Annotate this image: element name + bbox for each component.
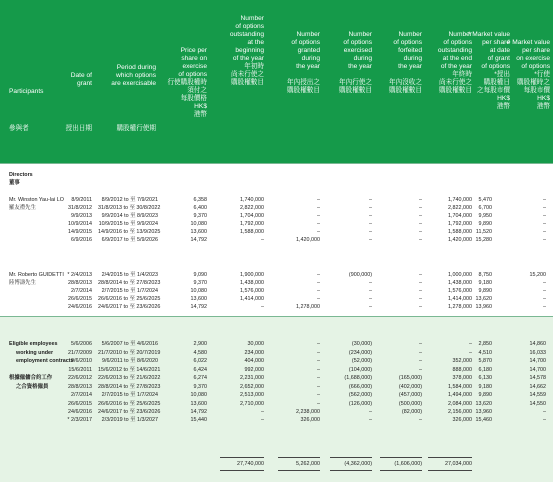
cell-date: 24/6/2016 <box>68 409 92 415</box>
cell-period: 6/9/2017 to 至 5/9/2026 <box>101 237 158 243</box>
cell-begin: 234,000 <box>244 350 264 356</box>
header-outstanding-begin: Number of options outstanding at the beginning of the year 年初時 尚未行使之 購股權數目 <box>229 15 264 86</box>
cell-begin: 1,576,000 <box>240 288 264 294</box>
cell-exercised: – <box>369 229 372 235</box>
cell-exercised: – <box>369 237 372 243</box>
section-eligible-employees-line3: employment contracts <box>16 358 74 364</box>
cell-granted: – <box>317 367 320 373</box>
cell-date: * 2/3/2017 <box>67 417 92 423</box>
cell-forfeited: – <box>419 288 422 294</box>
cell-end: 1,576,000 <box>448 288 472 294</box>
cell-mv-grant: 9,890 <box>478 392 492 398</box>
cell-mv-grant: 13,960 <box>475 409 492 415</box>
cell-date: 2/7/2014 <box>71 392 92 398</box>
cell-price: 9,370 <box>193 213 207 219</box>
section-eligible-employees-line2: working under <box>16 350 54 356</box>
cell-mv-ex: 14,559 <box>529 392 546 398</box>
cell-date: 24/6/2016 <box>68 304 92 310</box>
header-exercised: Number of options exercised during the year 年內行使之 購股權數目 <box>339 31 372 94</box>
cell-price: 14,792 <box>190 304 207 310</box>
cell-price: 10,080 <box>190 288 207 294</box>
cell-mv-ex: – <box>543 304 546 310</box>
cell-forfeited: (500,000) <box>398 401 422 407</box>
cell-begin: 30,000 <box>247 341 264 347</box>
cell-price: 15,440 <box>190 417 207 423</box>
cell-end: – <box>469 350 472 356</box>
cell-price: 13,600 <box>190 229 207 235</box>
cell-date: 9/6/2010 <box>71 358 92 364</box>
cell-forfeited: – <box>419 280 422 286</box>
cell-mv-grant: 5,870 <box>478 358 492 364</box>
section-separator <box>0 316 553 317</box>
cell-mv-grant: 13,960 <box>475 304 492 310</box>
cell-forfeited: – <box>419 197 422 203</box>
cell-end: 1,438,000 <box>448 280 472 286</box>
cell-period: 14/9/2016 to 至 13/9/2025 <box>98 229 161 235</box>
cell-date: 8/9/2011 <box>71 197 92 203</box>
cell-end: – <box>469 341 472 347</box>
cell-granted: 1,420,000 <box>296 237 320 243</box>
total-rule-end <box>428 457 472 458</box>
header-forfeited: Number of options forfeited during the year 年內沒收之 購股權數目 <box>389 31 422 94</box>
cell-mv-ex: 14,662 <box>529 384 546 390</box>
cell-end: 1,414,000 <box>448 296 472 302</box>
cell-period: 9/6/2011 to 至 8/6/2020 <box>102 358 158 364</box>
cell-granted: 326,000 <box>300 417 320 423</box>
section-eligible-employees-zh: 根據僱傭合約工作 <box>9 375 53 381</box>
cell-mv-grant: 6,700 <box>478 205 492 211</box>
cell-period: 22/6/2013 to 至 21/6/2022 <box>98 375 161 381</box>
cell-mv-grant: 9,180 <box>478 384 492 390</box>
cell-exercised: – <box>369 417 372 423</box>
cell-begin: – <box>261 409 264 415</box>
cell-date: 5/6/2006 <box>71 341 92 347</box>
cell-price: 6,022 <box>193 358 207 364</box>
cell-granted: 1,278,000 <box>296 304 320 310</box>
cell-price: 2,900 <box>193 341 207 347</box>
cell-begin: 1,900,000 <box>240 272 264 278</box>
cell-period: 2/7/2015 to 至 1/7/2024 <box>101 392 158 398</box>
cell-granted: 2,238,000 <box>296 409 320 415</box>
cell-begin: 2,710,000 <box>240 401 264 407</box>
cell-exercised: – <box>369 409 372 415</box>
cell-mv-ex: 14,550 <box>529 401 546 407</box>
cell-period: 15/6/2012 to 至 14/6/2021 <box>98 367 161 373</box>
cell-date: 28/8/2013 <box>68 280 92 286</box>
total-rule-begin <box>220 457 264 458</box>
total-rule-forfeited <box>380 457 422 458</box>
total-granted: 5,262,000 <box>296 461 320 467</box>
cell-period: 24/6/2017 to 至 23/6/2026 <box>98 409 161 415</box>
cell-period: 21/7/2010 to 至 20/7/2019 <box>98 350 161 356</box>
cell-date: 21/7/2009 <box>68 350 92 356</box>
cell-exercised: (562,000) <box>348 392 372 398</box>
cell-granted: – <box>317 229 320 235</box>
cell-begin: 2,231,000 <box>240 375 264 381</box>
cell-forfeited: – <box>419 237 422 243</box>
cell-mv-grant: 9,950 <box>478 213 492 219</box>
cell-price: 9,370 <box>193 280 207 286</box>
cell-granted: – <box>317 221 320 227</box>
cell-mv-ex: – <box>543 197 546 203</box>
cell-forfeited: – <box>419 205 422 211</box>
header-date-of-grant-zh: 授出日期 <box>65 125 92 132</box>
cell-end: 1,420,000 <box>448 237 472 243</box>
cell-end: 1,278,000 <box>448 304 472 310</box>
header-granted: Number of options granted during the year 年內授出之 購股權數目 <box>287 31 320 94</box>
cell-price: 4,580 <box>193 350 207 356</box>
cell-end: 2,084,000 <box>448 401 472 407</box>
cell-price: 10,080 <box>190 392 207 398</box>
cell-granted: – <box>317 213 320 219</box>
cell-granted: – <box>317 401 320 407</box>
cell-forfeited: – <box>419 221 422 227</box>
total-exercised: (4,362,000) <box>344 461 372 467</box>
cell-begin: – <box>261 304 264 310</box>
cell-end: 1,584,000 <box>448 384 472 390</box>
cell-granted: – <box>317 272 320 278</box>
cell-period: 2/4/2015 to 至 1/4/2023 <box>101 272 158 278</box>
cell-price: 14,792 <box>190 237 207 243</box>
cell-forfeited: – <box>419 350 422 356</box>
header-period: Period during which options are exercisable <box>111 64 156 87</box>
cell-forfeited: (82,000) <box>401 409 422 415</box>
cell-price: 10,080 <box>190 221 207 227</box>
cell-forfeited: – <box>419 213 422 219</box>
cell-mv-grant: 9,890 <box>478 288 492 294</box>
header-market-value-grant: * Market value per share at date of grant of options *授出 購股權日 之每股市價 HK$ 港幣 <box>467 31 510 110</box>
header-date-of-grant: Date of grant <box>70 72 92 87</box>
cell-mv-ex: – <box>543 205 546 211</box>
cell-price: 6,274 <box>193 375 207 381</box>
cell-period: 28/8/2014 to 至 27/8/2023 <box>98 384 161 390</box>
section-directors: Directors <box>9 172 33 178</box>
cell-mv-ex: 14,578 <box>529 375 546 381</box>
cell-granted: – <box>317 384 320 390</box>
cell-date: 28/8/2013 <box>68 384 92 390</box>
cell-mv-grant: 13,620 <box>475 401 492 407</box>
cell-date: 10/9/2014 <box>68 221 92 227</box>
cell-price: 13,600 <box>190 401 207 407</box>
cell-price: 6,400 <box>193 205 207 211</box>
cell-mv-ex: – <box>543 417 546 423</box>
cell-period: 2/7/2015 to 至 1/7/2024 <box>101 288 158 294</box>
participant-name-zh: 羅友禮先生 <box>9 205 36 211</box>
cell-granted: – <box>317 197 320 203</box>
cell-exercised: (126,000) <box>348 401 372 407</box>
cell-granted: – <box>317 341 320 347</box>
section-directors-zh: 董事 <box>9 180 20 186</box>
cell-date: 15/6/2011 <box>68 367 92 373</box>
cell-granted: – <box>317 296 320 302</box>
header-period-zh: 購股權行使期 <box>116 125 156 132</box>
cell-exercised: – <box>369 221 372 227</box>
cell-mv-grant: 6,180 <box>478 367 492 373</box>
cell-begin: 2,513,000 <box>240 392 264 398</box>
cell-mv-ex: – <box>543 409 546 415</box>
cell-granted: – <box>317 350 320 356</box>
cell-date: * 2/4/2013 <box>67 272 92 278</box>
cell-exercised: (666,000) <box>348 384 372 390</box>
cell-begin: – <box>261 417 264 423</box>
cell-exercised: – <box>369 205 372 211</box>
cell-granted: – <box>317 358 320 364</box>
cell-date: 9/9/2013 <box>71 213 92 219</box>
cell-mv-grant: 13,620 <box>475 296 492 302</box>
cell-granted: – <box>317 205 320 211</box>
cell-mv-ex: 14,860 <box>529 341 546 347</box>
cell-forfeited: – <box>419 296 422 302</box>
cell-forfeited: – <box>419 304 422 310</box>
total-rule-exercised <box>330 457 372 458</box>
total-double-rule-granted <box>278 470 320 471</box>
cell-period: 31/8/2013 to 至 30/8/2022 <box>98 205 161 211</box>
cell-mv-grant: 11,520 <box>475 229 492 235</box>
cell-price: 9,090 <box>193 272 207 278</box>
cell-forfeited: – <box>419 229 422 235</box>
cell-exercised: (1,688,000) <box>344 375 372 381</box>
cell-end: 1,704,000 <box>448 213 472 219</box>
cell-end: 1,588,000 <box>448 229 472 235</box>
cell-mv-ex: – <box>543 237 546 243</box>
cell-mv-grant: 9,890 <box>478 221 492 227</box>
cell-mv-grant: 15,460 <box>475 417 492 423</box>
cell-exercised: (234,000) <box>348 350 372 356</box>
cell-begin: 2,652,000 <box>240 384 264 390</box>
cell-exercised: – <box>369 304 372 310</box>
total-outstanding-end: 27,034,000 <box>445 461 472 467</box>
cell-period: 24/6/2017 to 至 23/6/2026 <box>98 304 161 310</box>
cell-begin: 2,822,000 <box>240 205 264 211</box>
cell-mv-ex: – <box>543 280 546 286</box>
section-eligible-employees: Eligible employees <box>9 341 58 347</box>
cell-exercised: – <box>369 296 372 302</box>
table-header <box>0 0 553 163</box>
cell-begin: 1,438,000 <box>240 280 264 286</box>
cell-mv-grant: 5,470 <box>478 197 492 203</box>
cell-end: 1,740,000 <box>448 197 472 203</box>
cell-date: 26/6/2015 <box>68 401 92 407</box>
cell-forfeited: – <box>419 272 422 278</box>
cell-forfeited: (165,000) <box>398 375 422 381</box>
cell-period: 2/3/2019 to 至 1/3/2027 <box>101 417 158 423</box>
cell-period: 5/6/2007 to 至 4/6/2016 <box>101 341 158 347</box>
total-rule-granted <box>278 457 320 458</box>
header-market-value-exercise: # Market value per share on exercise of options *行使 購股權時之 每股市價 HK$ 港幣 <box>506 39 550 110</box>
cell-period: 28/8/2014 to 至 27/8/2023 <box>98 280 161 286</box>
cell-date: 22/6/2012 <box>68 375 92 381</box>
cell-begin: 1,704,000 <box>240 213 264 219</box>
cell-end: 326,000 <box>452 417 472 423</box>
cell-end: 1,000,000 <box>448 272 472 278</box>
cell-mv-ex: 14,700 <box>529 367 546 373</box>
header-participants: Participants <box>9 88 44 95</box>
cell-date: 2/7/2014 <box>71 288 92 294</box>
cell-mv-ex: – <box>543 229 546 235</box>
cell-granted: – <box>317 392 320 398</box>
cell-end: 1,494,000 <box>448 392 472 398</box>
cell-begin: 1,792,000 <box>240 221 264 227</box>
cell-granted: – <box>317 288 320 294</box>
cell-begin: – <box>261 237 264 243</box>
cell-period: 26/6/2016 to 至 25/6/2025 <box>98 296 161 302</box>
cell-exercised: (900,000) <box>348 272 372 278</box>
cell-begin: 404,000 <box>244 358 264 364</box>
cell-forfeited: – <box>419 367 422 373</box>
cell-exercised: – <box>369 197 372 203</box>
cell-mv-grant: 9,180 <box>478 280 492 286</box>
cell-mv-grant: 2,850 <box>478 341 492 347</box>
header-price: Price per share on exercise of options 行使購股權時 須付之 每股價格 HK$ 港幣 <box>167 47 207 118</box>
cell-price: 9,370 <box>193 384 207 390</box>
header-outstanding-end: Number of options outstanding at the end of the year 年終時 尚未行使之 購股權數目 <box>437 31 472 94</box>
cell-begin: 1,588,000 <box>240 229 264 235</box>
cell-exercised: – <box>369 288 372 294</box>
cell-mv-grant: 4,510 <box>478 350 492 356</box>
cell-period: 8/9/2012 to 至 7/9/2021 <box>101 197 158 203</box>
cell-mv-ex: – <box>543 296 546 302</box>
cell-mv-grant: 6,130 <box>478 375 492 381</box>
cell-forfeited: (402,000) <box>398 384 422 390</box>
cell-forfeited: – <box>419 358 422 364</box>
cell-price: 6,358 <box>193 197 207 203</box>
cell-forfeited: (457,000) <box>398 392 422 398</box>
cell-end: 888,000 <box>452 367 472 373</box>
cell-period: 10/9/2015 to 至 9/9/2024 <box>98 221 158 227</box>
cell-end: 2,156,000 <box>448 409 472 415</box>
cell-granted: – <box>317 375 320 381</box>
total-outstanding-begin: 27,740,000 <box>237 461 264 467</box>
cell-end: 1,792,000 <box>448 221 472 227</box>
total-double-rule-exercised <box>330 470 372 471</box>
header-participants-zh: 參與者 <box>9 125 29 132</box>
cell-mv-grant: 8,750 <box>478 272 492 278</box>
total-double-rule-forfeited <box>380 470 422 471</box>
header-separator <box>0 163 553 164</box>
total-double-rule-begin <box>220 470 264 471</box>
participant-name: Mr. Roberto GUIDETTI <box>9 272 64 278</box>
cell-exercised: (30,000) <box>351 341 372 347</box>
cell-mv-ex: – <box>543 288 546 294</box>
cell-exercised: – <box>369 213 372 219</box>
total-forfeited: (1,606,000) <box>394 461 422 467</box>
cell-end: 378,000 <box>452 375 472 381</box>
cell-price: 13,600 <box>190 296 207 302</box>
cell-date: 31/8/2012 <box>68 205 92 211</box>
cell-period: 9/9/2014 to 至 8/9/2023 <box>101 213 158 219</box>
cell-mv-ex: 16,033 <box>529 350 546 356</box>
cell-date: 6/9/2016 <box>71 237 92 243</box>
cell-forfeited: – <box>419 417 422 423</box>
cell-date: 26/6/2015 <box>68 296 92 302</box>
cell-exercised: – <box>369 280 372 286</box>
cell-period: 26/6/2016 to 至 25/6/2025 <box>98 401 161 407</box>
cell-price: 14,792 <box>190 409 207 415</box>
cell-exercised: (104,000) <box>348 367 372 373</box>
cell-exercised: (52,000) <box>351 358 372 364</box>
cell-begin: 1,740,000 <box>240 197 264 203</box>
cell-mv-ex: 15,200 <box>529 272 546 278</box>
cell-price: 6,424 <box>193 367 207 373</box>
participant-name: Mr. Winston Yau-lai LO <box>9 197 64 203</box>
cell-mv-ex: – <box>543 221 546 227</box>
total-double-rule-end <box>428 470 472 471</box>
cell-end: 2,822,000 <box>448 205 472 211</box>
cell-mv-grant: 15,280 <box>475 237 492 243</box>
cell-begin: 992,000 <box>244 367 264 373</box>
participant-name-zh: 陸博濤先生 <box>9 280 36 286</box>
section-eligible-employees-zh-line2: 之合資格僱員 <box>16 384 49 390</box>
cell-date: 14/9/2015 <box>68 229 92 235</box>
cell-forfeited: – <box>419 341 422 347</box>
cell-granted: – <box>317 280 320 286</box>
cell-begin: 1,414,000 <box>240 296 264 302</box>
cell-end: 352,000 <box>452 358 472 364</box>
cell-mv-ex: – <box>543 213 546 219</box>
cell-mv-ex: 14,700 <box>529 358 546 364</box>
